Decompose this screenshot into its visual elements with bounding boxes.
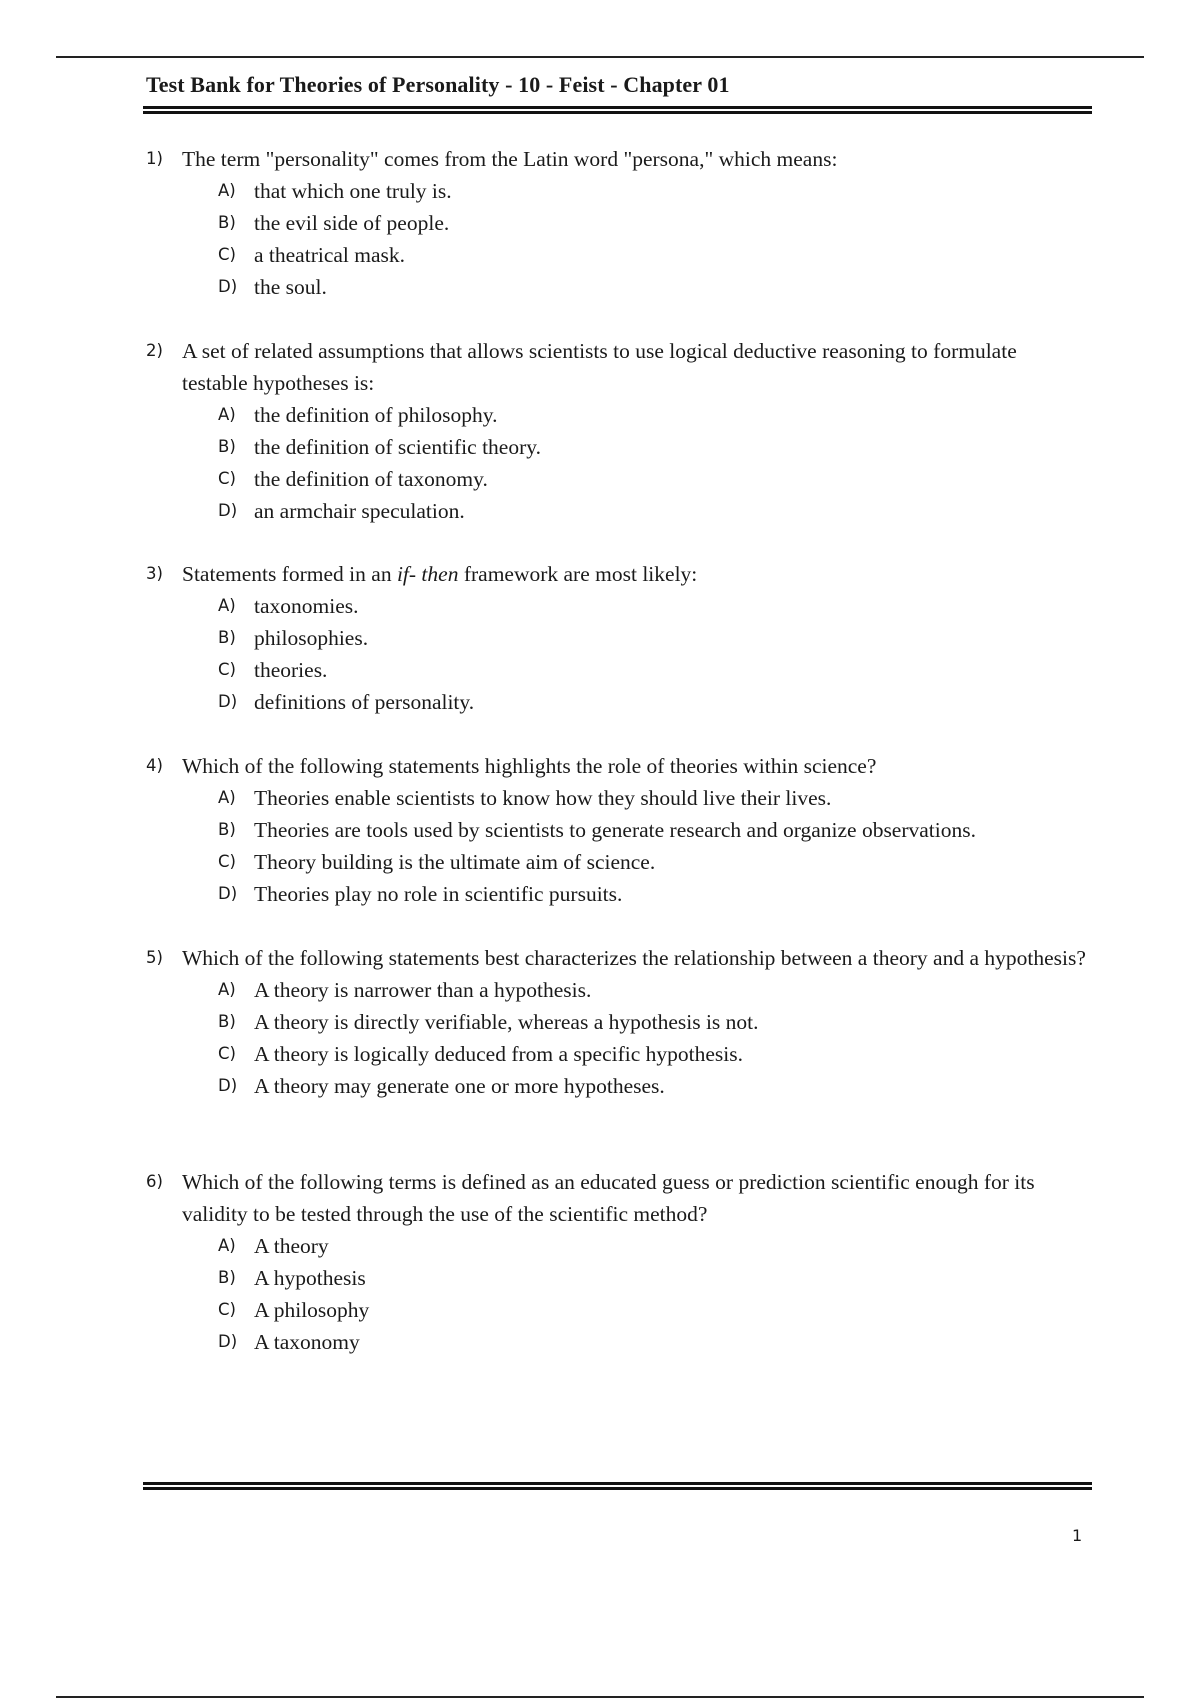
option-text: A theory xyxy=(254,1234,329,1258)
answer-option-a[interactable] xyxy=(146,974,1086,1006)
answer-option-a[interactable] xyxy=(146,1230,1086,1262)
question-6 xyxy=(146,1166,1086,1358)
question-number: 6) xyxy=(146,1172,163,1191)
answer-option-c[interactable] xyxy=(146,1294,1086,1326)
question-text: A set of related assumptions that allows scientists to use logical deductive reasoning to formulate testable hypotheses is: xyxy=(182,339,1017,395)
answer-option-c[interactable] xyxy=(146,846,1086,878)
option-text: the definition of scientific theory. xyxy=(254,435,541,459)
answer-option-b[interactable] xyxy=(146,1262,1086,1294)
bottom-page-rule xyxy=(56,1696,1144,1698)
answer-option-a[interactable] xyxy=(146,399,1086,431)
option-text: that which one truly is. xyxy=(254,179,452,203)
answer-option-c[interactable] xyxy=(146,463,1086,495)
option-text: A theory may generate one or more hypotheses. xyxy=(254,1074,665,1098)
answer-option-a[interactable] xyxy=(146,590,1086,622)
option-text: taxonomies. xyxy=(254,594,359,618)
question-number: 2) xyxy=(146,341,163,360)
question-stem xyxy=(146,1166,1086,1230)
option-text: A taxonomy xyxy=(254,1330,360,1354)
option-text: Theories play no role in scientific pursuits. xyxy=(254,882,623,906)
question-text: Which of the following statements highlights the role of theories within science? xyxy=(182,754,877,778)
answer-option-d[interactable] xyxy=(146,1326,1086,1358)
question-text: Which of the following statements best characterizes the relationship between a theory and a hypothesis? xyxy=(182,946,1086,970)
document-title: Test Bank for Theories of Personality - 10 - Feist - Chapter 01 xyxy=(146,72,730,97)
answer-option-b[interactable] xyxy=(146,622,1086,654)
option-text: Theories enable scientists to know how they should live their lives. xyxy=(254,786,832,810)
option-text: the definition of philosophy. xyxy=(254,403,498,427)
option-letter: B) xyxy=(218,1012,236,1031)
option-text: theories. xyxy=(254,658,328,682)
question-number: 4) xyxy=(146,756,163,775)
question-stem xyxy=(146,942,1086,974)
option-letter: D) xyxy=(218,277,238,296)
question-5 xyxy=(146,942,1086,1102)
option-letter: C) xyxy=(218,469,236,488)
option-text: a theatrical mask. xyxy=(254,243,406,267)
answer-options xyxy=(146,399,1086,527)
answer-option-d[interactable] xyxy=(146,878,1086,910)
option-text: A philosophy xyxy=(254,1298,370,1322)
answer-options xyxy=(146,782,1086,910)
option-text: philosophies. xyxy=(254,626,369,650)
option-letter: C) xyxy=(218,660,236,679)
option-text: Theory building is the ultimate aim of science. xyxy=(254,850,656,874)
answer-options xyxy=(146,1230,1086,1358)
question-text xyxy=(182,558,1086,590)
option-letter: C) xyxy=(218,1044,236,1063)
option-text: the definition of taxonomy. xyxy=(254,467,488,491)
option-letter: C) xyxy=(218,1300,236,1319)
option-letter: B) xyxy=(218,820,236,839)
answer-option-b[interactable] xyxy=(146,814,1086,846)
answer-option-b[interactable] xyxy=(146,207,1086,239)
answer-option-d[interactable] xyxy=(146,495,1086,527)
footer-double-rule xyxy=(143,1482,1092,1490)
question-text: The term "personality" comes from the Latin word "persona," which means: xyxy=(182,147,838,171)
question-4 xyxy=(146,750,1086,910)
question-number: 5) xyxy=(146,948,163,967)
option-letter: D) xyxy=(218,692,238,711)
page-number: 1 xyxy=(1072,1526,1083,1545)
answer-option-d[interactable] xyxy=(146,1070,1086,1102)
answer-options xyxy=(146,974,1086,1102)
question-stem xyxy=(146,143,1086,175)
answer-option-a[interactable] xyxy=(146,175,1086,207)
option-letter: A) xyxy=(218,181,236,200)
question-stem xyxy=(146,558,1086,590)
question-text-start: Statements formed in an xyxy=(182,562,397,586)
option-text: the evil side of people. xyxy=(254,211,450,235)
option-letter: B) xyxy=(218,213,236,232)
answer-option-c[interactable] xyxy=(146,654,1086,686)
option-letter: A) xyxy=(218,788,236,807)
option-text: the soul. xyxy=(254,275,327,299)
option-text: Theories are tools used by scientists to generate research and organize observations. xyxy=(254,818,976,842)
question-number: 3) xyxy=(146,564,163,583)
answer-option-b[interactable] xyxy=(146,431,1086,463)
option-letter: A) xyxy=(218,980,236,999)
option-letter: C) xyxy=(218,852,236,871)
option-letter: D) xyxy=(218,1332,238,1351)
option-letter: A) xyxy=(218,1236,236,1255)
option-letter: B) xyxy=(218,628,236,647)
option-letter: D) xyxy=(218,884,238,903)
top-page-rule xyxy=(56,56,1144,58)
question-text-end: framework are most likely: xyxy=(458,562,698,586)
question-1 xyxy=(146,143,1086,303)
answer-option-c[interactable] xyxy=(146,1038,1086,1070)
answer-option-a[interactable] xyxy=(146,782,1086,814)
answer-option-c[interactable] xyxy=(146,239,1086,271)
answer-options xyxy=(146,590,1086,718)
question-3 xyxy=(146,558,1086,718)
option-text: an armchair speculation. xyxy=(254,499,465,523)
option-text: A theory is narrower than a hypothesis. xyxy=(254,978,592,1002)
option-letter: C) xyxy=(218,245,236,264)
option-text: definitions of personality. xyxy=(254,690,475,714)
question-2 xyxy=(146,335,1086,527)
option-text: A hypothesis xyxy=(254,1266,366,1290)
question-text: Which of the following terms is defined as an educated guess or prediction scientific enough for its validity to be tested through the use of the scientific method? xyxy=(182,1170,1035,1226)
option-letter: B) xyxy=(218,1268,236,1287)
option-letter: D) xyxy=(218,501,238,520)
option-letter: B) xyxy=(218,437,236,456)
answer-option-d[interactable] xyxy=(146,271,1086,303)
question-stem xyxy=(146,750,1086,782)
answer-option-b[interactable] xyxy=(146,1006,1086,1038)
option-letter: A) xyxy=(218,596,236,615)
question-number: 1) xyxy=(146,149,163,168)
question-stem xyxy=(146,335,1086,399)
question-text-italic: if- then xyxy=(396,562,459,586)
option-text: A theory is directly verifiable, whereas a hypothesis is not. xyxy=(254,1010,759,1034)
answer-option-d[interactable] xyxy=(146,686,1086,718)
option-letter: D) xyxy=(218,1076,238,1095)
option-letter: A) xyxy=(218,405,236,424)
option-text: A theory is logically deduced from a specific hypothesis. xyxy=(254,1042,743,1066)
answer-options xyxy=(146,175,1086,303)
header-double-rule xyxy=(143,106,1092,114)
